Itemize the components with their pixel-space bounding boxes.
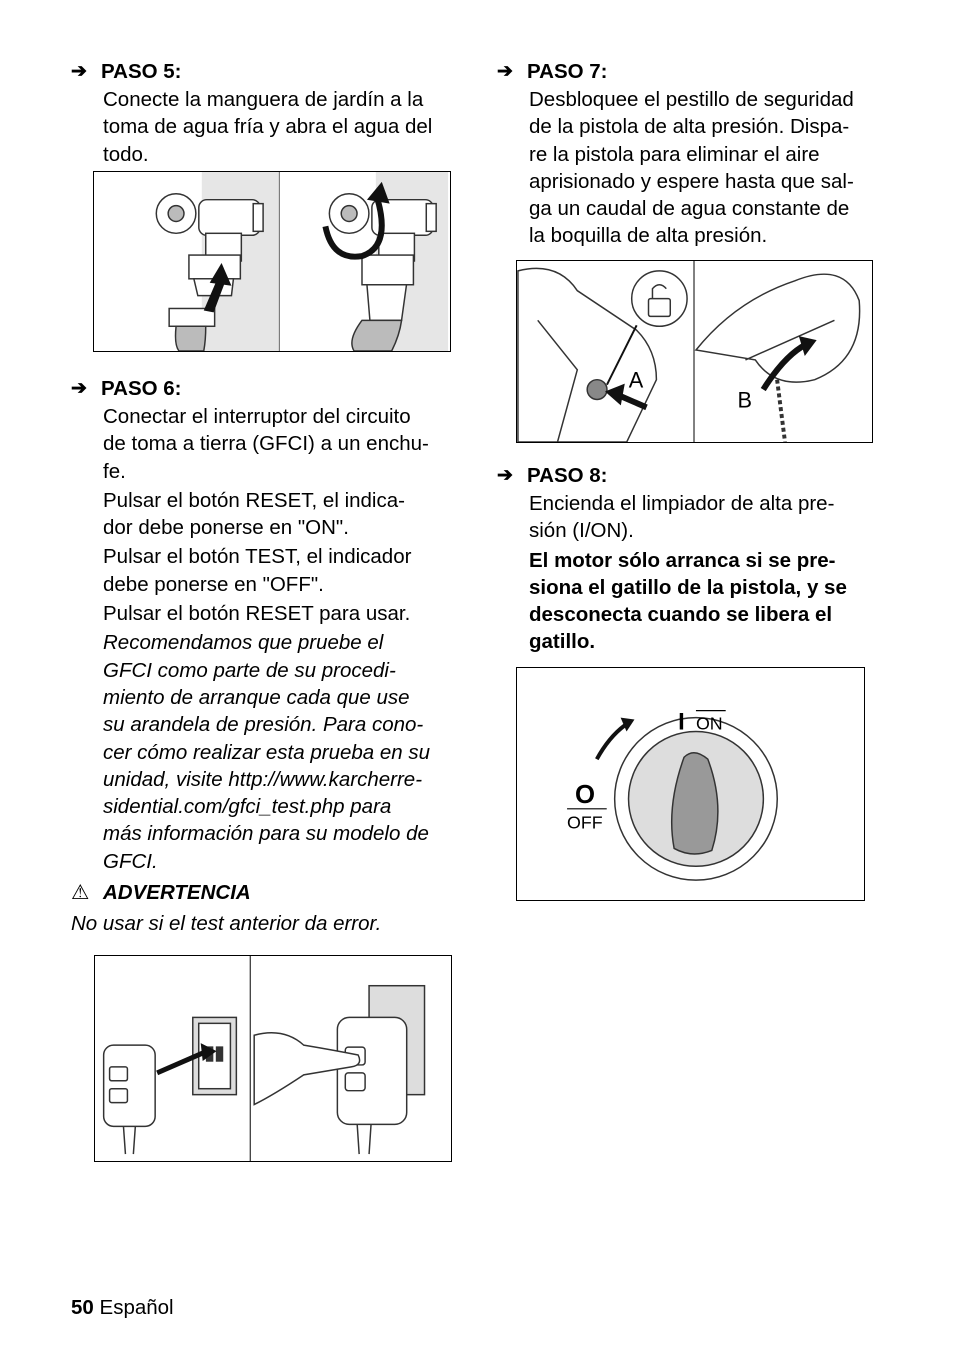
arrow-right-icon: ➔ <box>71 61 87 83</box>
label-b: B <box>737 387 753 413</box>
gun-latch-figure <box>516 260 873 443</box>
faucet-hose-illustration <box>94 172 450 351</box>
warning-title: ADVERTENCIA <box>103 881 251 905</box>
arrow-right-icon: ➔ <box>71 378 87 400</box>
power-switch-figure <box>516 667 865 901</box>
paso8-section <box>497 462 897 656</box>
on-symbol: I <box>678 708 685 736</box>
paso7-heading <box>497 58 897 86</box>
paso6-p4: Pulsar el botón RESET para usar. <box>103 602 411 626</box>
gfci-plug-illustration <box>95 956 451 1161</box>
arrow-right-icon: ➔ <box>497 465 513 487</box>
paso5-title: PASO 5: <box>101 60 182 84</box>
paso5-text: Conecte la manguera de jardín a la toma de agua fría y abra el agua del todo. <box>103 88 433 166</box>
on-label: ON <box>695 713 723 734</box>
power-switch-illustration <box>517 668 864 900</box>
paso6-p2: Pulsar el botón RESET, el indica- dor debe ponerse en "ON". <box>103 488 405 540</box>
paso6-note: Recomendamos que pruebe el GFCI como parte de su procedi- miento de arranque cada que use su arandela de presión. Para cono- cer cómo realizar esta prueba en su unidad, visite http://www.karcherre- sidential.com/gfci_test.php para más información para su modelo de GFCI. <box>103 631 431 873</box>
right-column <box>497 58 897 250</box>
left-column <box>71 58 471 168</box>
paso7-title: PASO 7: <box>527 60 608 84</box>
warning-text: No usar si el test anterior da error. <box>71 912 382 936</box>
paso8-text: Encienda el limpiador de alta pre- sión (I/ON). <box>529 492 835 543</box>
paso6-p1: Conectar el interruptor del circuito de toma a tierra (GFCI) a un enchu- fe. <box>103 405 429 483</box>
paso8-heading <box>497 462 897 490</box>
paso7-text: Desbloquee el pestillo de seguridad de la pistola de alta presión. Dispa- re la pistola para eliminar el aire aprisionado y espere hasta que sal- ga un caudal de agua constante de la boquilla de alta presión. <box>529 88 854 248</box>
page-footer <box>71 1296 174 1320</box>
footer-language: Español <box>99 1296 174 1319</box>
paso6-section <box>71 375 471 938</box>
faucet-hose-figure <box>93 171 451 352</box>
paso5-heading <box>71 58 471 86</box>
warning-triangle-icon: ⚠ <box>71 881 90 905</box>
paso6-heading <box>71 375 471 403</box>
paso6-p3: Pulsar el botón TEST, el indicador debe ponerse en "OFF". <box>103 545 412 596</box>
page-number: 50 <box>71 1296 94 1319</box>
paso8-bold-text: El motor sólo arranca si se pre- siona el gatillo de la pistola, y se desconecta cuando se libera el gatillo. <box>529 548 847 654</box>
paso6-title: PASO 6: <box>101 377 182 401</box>
off-symbol: O <box>574 780 596 809</box>
off-label: OFF <box>567 812 603 833</box>
gun-latch-illustration <box>517 261 872 442</box>
paso8-title: PASO 8: <box>527 464 608 488</box>
warning-heading <box>71 879 471 906</box>
gfci-plug-figure <box>94 955 452 1162</box>
arrow-right-icon: ➔ <box>497 61 513 83</box>
label-a: A <box>628 367 644 393</box>
